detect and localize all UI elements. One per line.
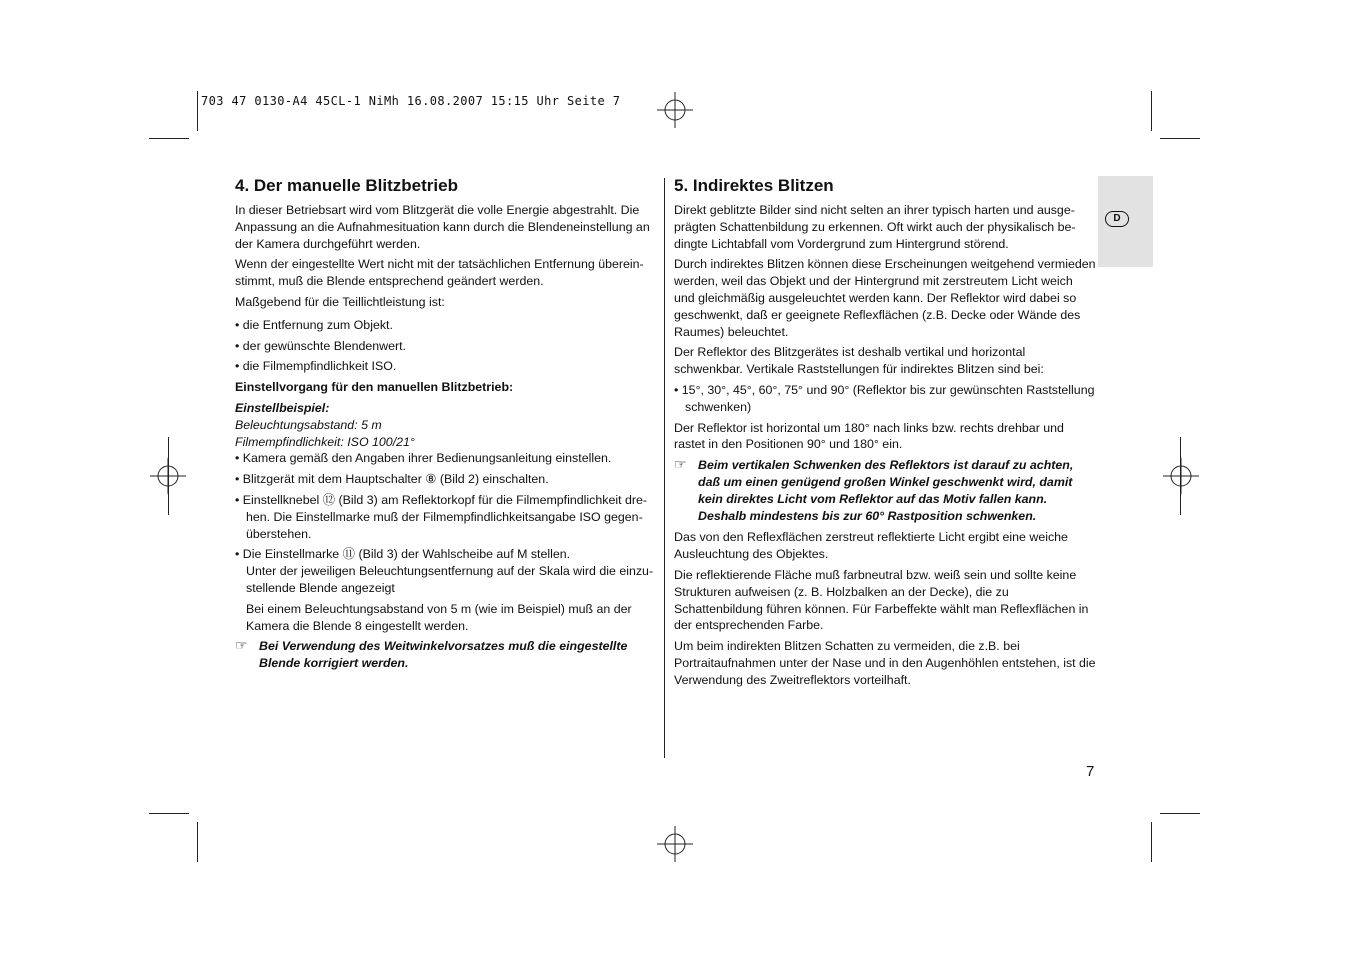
- paragraph: Maßgebend für die Teillichtleistung ist:: [235, 294, 445, 309]
- crop-mark: [149, 138, 189, 139]
- bullet-item: • der gewünschte Blendenwert.: [235, 338, 407, 353]
- step-item: • Einstellknebel ⑫ (Bild 3) am Reflektorkopf für die Filmempfindlichkeit drehen. Die Einstellmarke muß der Filmempfindlichkeitsangabe ISO gegenüberstehen.: [235, 492, 648, 541]
- column-divider: [664, 178, 665, 758]
- paragraph: Die reflektierende Fläche muß farbneutral bzw. weiß sein und sollte keine Strukturen aufweisen (z. B. Holzbalken an der Decke), die zu Schattenbildung führen können. Für Farbeffekte wählt man Reflexflächen in der entsprechenden Farbe.: [674, 567, 1089, 633]
- step-detail: Unter der jeweiligen Beleuchtungsentfernung auf der Skala wird die einzustellende Blende angezeigt: [246, 564, 654, 595]
- page-number: 7: [1086, 763, 1095, 780]
- bullet-item: • 15°, 30°, 45°, 60°, 75° und 90° (Reflektor bis zur gewünschten Raststellung schwenken): [674, 382, 1095, 414]
- crop-mark: [1160, 138, 1200, 139]
- paragraph: Wenn der eingestellte Wert nicht mit der tatsächlichen Entfernung übereinstimmt, muß die Blende entsprechend geändert werden.: [235, 257, 644, 289]
- pointing-hand-icon: ☞: [235, 637, 248, 654]
- paragraph: Direkt geblitzte Bilder sind nicht selten an ihrer typisch harten und ausgeprägten Schattenbildung zu erkennen. Oft wirkt auch der physikalisch bedingte Lichtabfall vom Vordergrund zum Hintergrund störend.: [674, 203, 1076, 251]
- paragraph: Das von den Reflexflächen zerstreut reflektierte Licht ergibt eine weiche Ausleuchtung des Objektes.: [674, 530, 1068, 562]
- paragraph: Um beim indirekten Blitzen Schatten zu vermeiden, die z.B. bei Portraitaufnahmen unter der Nase und in den Augenhöhlen entstehen, ist die Verwendung des Zweitreflektors vorteilhaft.: [674, 639, 1096, 687]
- step-item: • Die Einstellmarke ⑪ (Bild 3) der Wahlscheibe auf M stellen.: [235, 547, 571, 562]
- bullet-item: • die Filmempfindlichkeit ISO.: [235, 359, 397, 374]
- paragraph: Der Reflektor ist horizontal um 180° nach links bzw. rechts drehbar und rastet in den Positionen 90° und 180° ein.: [674, 420, 1064, 452]
- crop-mark: [1151, 822, 1152, 862]
- section-heading-manual-flash: 4. Der manuelle Blitzbetrieb: [235, 176, 458, 195]
- crop-mark: [1160, 813, 1200, 814]
- registration-mark-icon: [657, 92, 693, 128]
- crop-mark: [168, 437, 169, 515]
- crop-mark: [1180, 437, 1181, 515]
- printer-slug: 703 47 0130-A4 45CL-1 NiMh 16.08.2007 15:15 Uhr Seite 7: [201, 94, 621, 108]
- crop-mark: [1151, 91, 1152, 131]
- crop-mark: [197, 822, 198, 862]
- paragraph: Der Reflektor des Blitzgerätes ist deshalb vertikal und horizontal schwenkbar. Vertikale Raststellungen für indirektes Blitzen sind bei:: [674, 345, 1044, 377]
- step-item: • Blitzgerät mit dem Hauptschalter ⑧ (Bild 2) einschalten.: [235, 472, 549, 487]
- step-item: • Kamera gemäß den Angaben ihrer Bedienungsanleitung einstellen.: [235, 451, 612, 466]
- warning-note: [235, 638, 655, 672]
- bullet-item: • die Entfernung zum Objekt.: [235, 317, 393, 332]
- step-detail: Bei einem Beleuchtungsabstand von 5 m (wie im Beispiel) muß an der Kamera die Blende 8 eingestellt werden.: [246, 601, 632, 633]
- paragraph: Durch indirektes Blitzen können diese Erscheinungen weitgehend vermieden werden, weil das Objekt und der Hintergrund mit zerstreutem Licht weich und gleichmäßig ausgeleuchtet werden kann. Der Reflektor wird dabei so geschwenkt, daß er geeignete Reflexflächen (z.B. Decke oder Wände des Raumes) beleuchtet.: [674, 257, 1096, 339]
- example-line: Filmempfindlichkeit: ISO 100/21°: [235, 434, 415, 449]
- right-column: [674, 176, 1096, 693]
- example-line: Beleuchtungsabstand: 5 m: [235, 417, 382, 432]
- left-column: [235, 176, 655, 677]
- pointing-hand-icon: ☞: [674, 456, 687, 473]
- registration-mark-icon: [657, 826, 693, 862]
- crop-mark: [149, 813, 189, 814]
- note-text: Beim vertikalen Schwenken des Reflektors ist darauf zu achten, daß um einen genügend großen Winkel geschwenkt wird, damit kein direktes Licht vom Reflektor auf das Motiv fallen kann. Deshalb mindestens bis zur 60° Rastposition schwenken.: [698, 458, 1074, 523]
- section-heading-indirect-flash: 5. Indirektes Blitzen: [674, 176, 834, 195]
- language-badge: D: [1105, 211, 1129, 227]
- crop-mark: [197, 91, 198, 131]
- procedure-heading: Einstellvorgang für den manuellen Blitzbetrieb:: [235, 380, 514, 395]
- registration-mark-icon: [1163, 458, 1199, 494]
- warning-note: [674, 457, 1096, 524]
- note-text: Bei Verwendung des Weitwinkelvorsatzes muß die eingestellte Blende korrigiert werden.: [259, 639, 628, 671]
- paragraph: In dieser Betriebsart wird vom Blitzgerät die volle Energie abgestrahlt. Die Anpassung an die Aufnahmesituation kann durch die Blendeneinstellung an der Kamera durchgeführt werden.: [235, 203, 650, 251]
- example-heading: Einstellbeispiel:: [235, 400, 330, 415]
